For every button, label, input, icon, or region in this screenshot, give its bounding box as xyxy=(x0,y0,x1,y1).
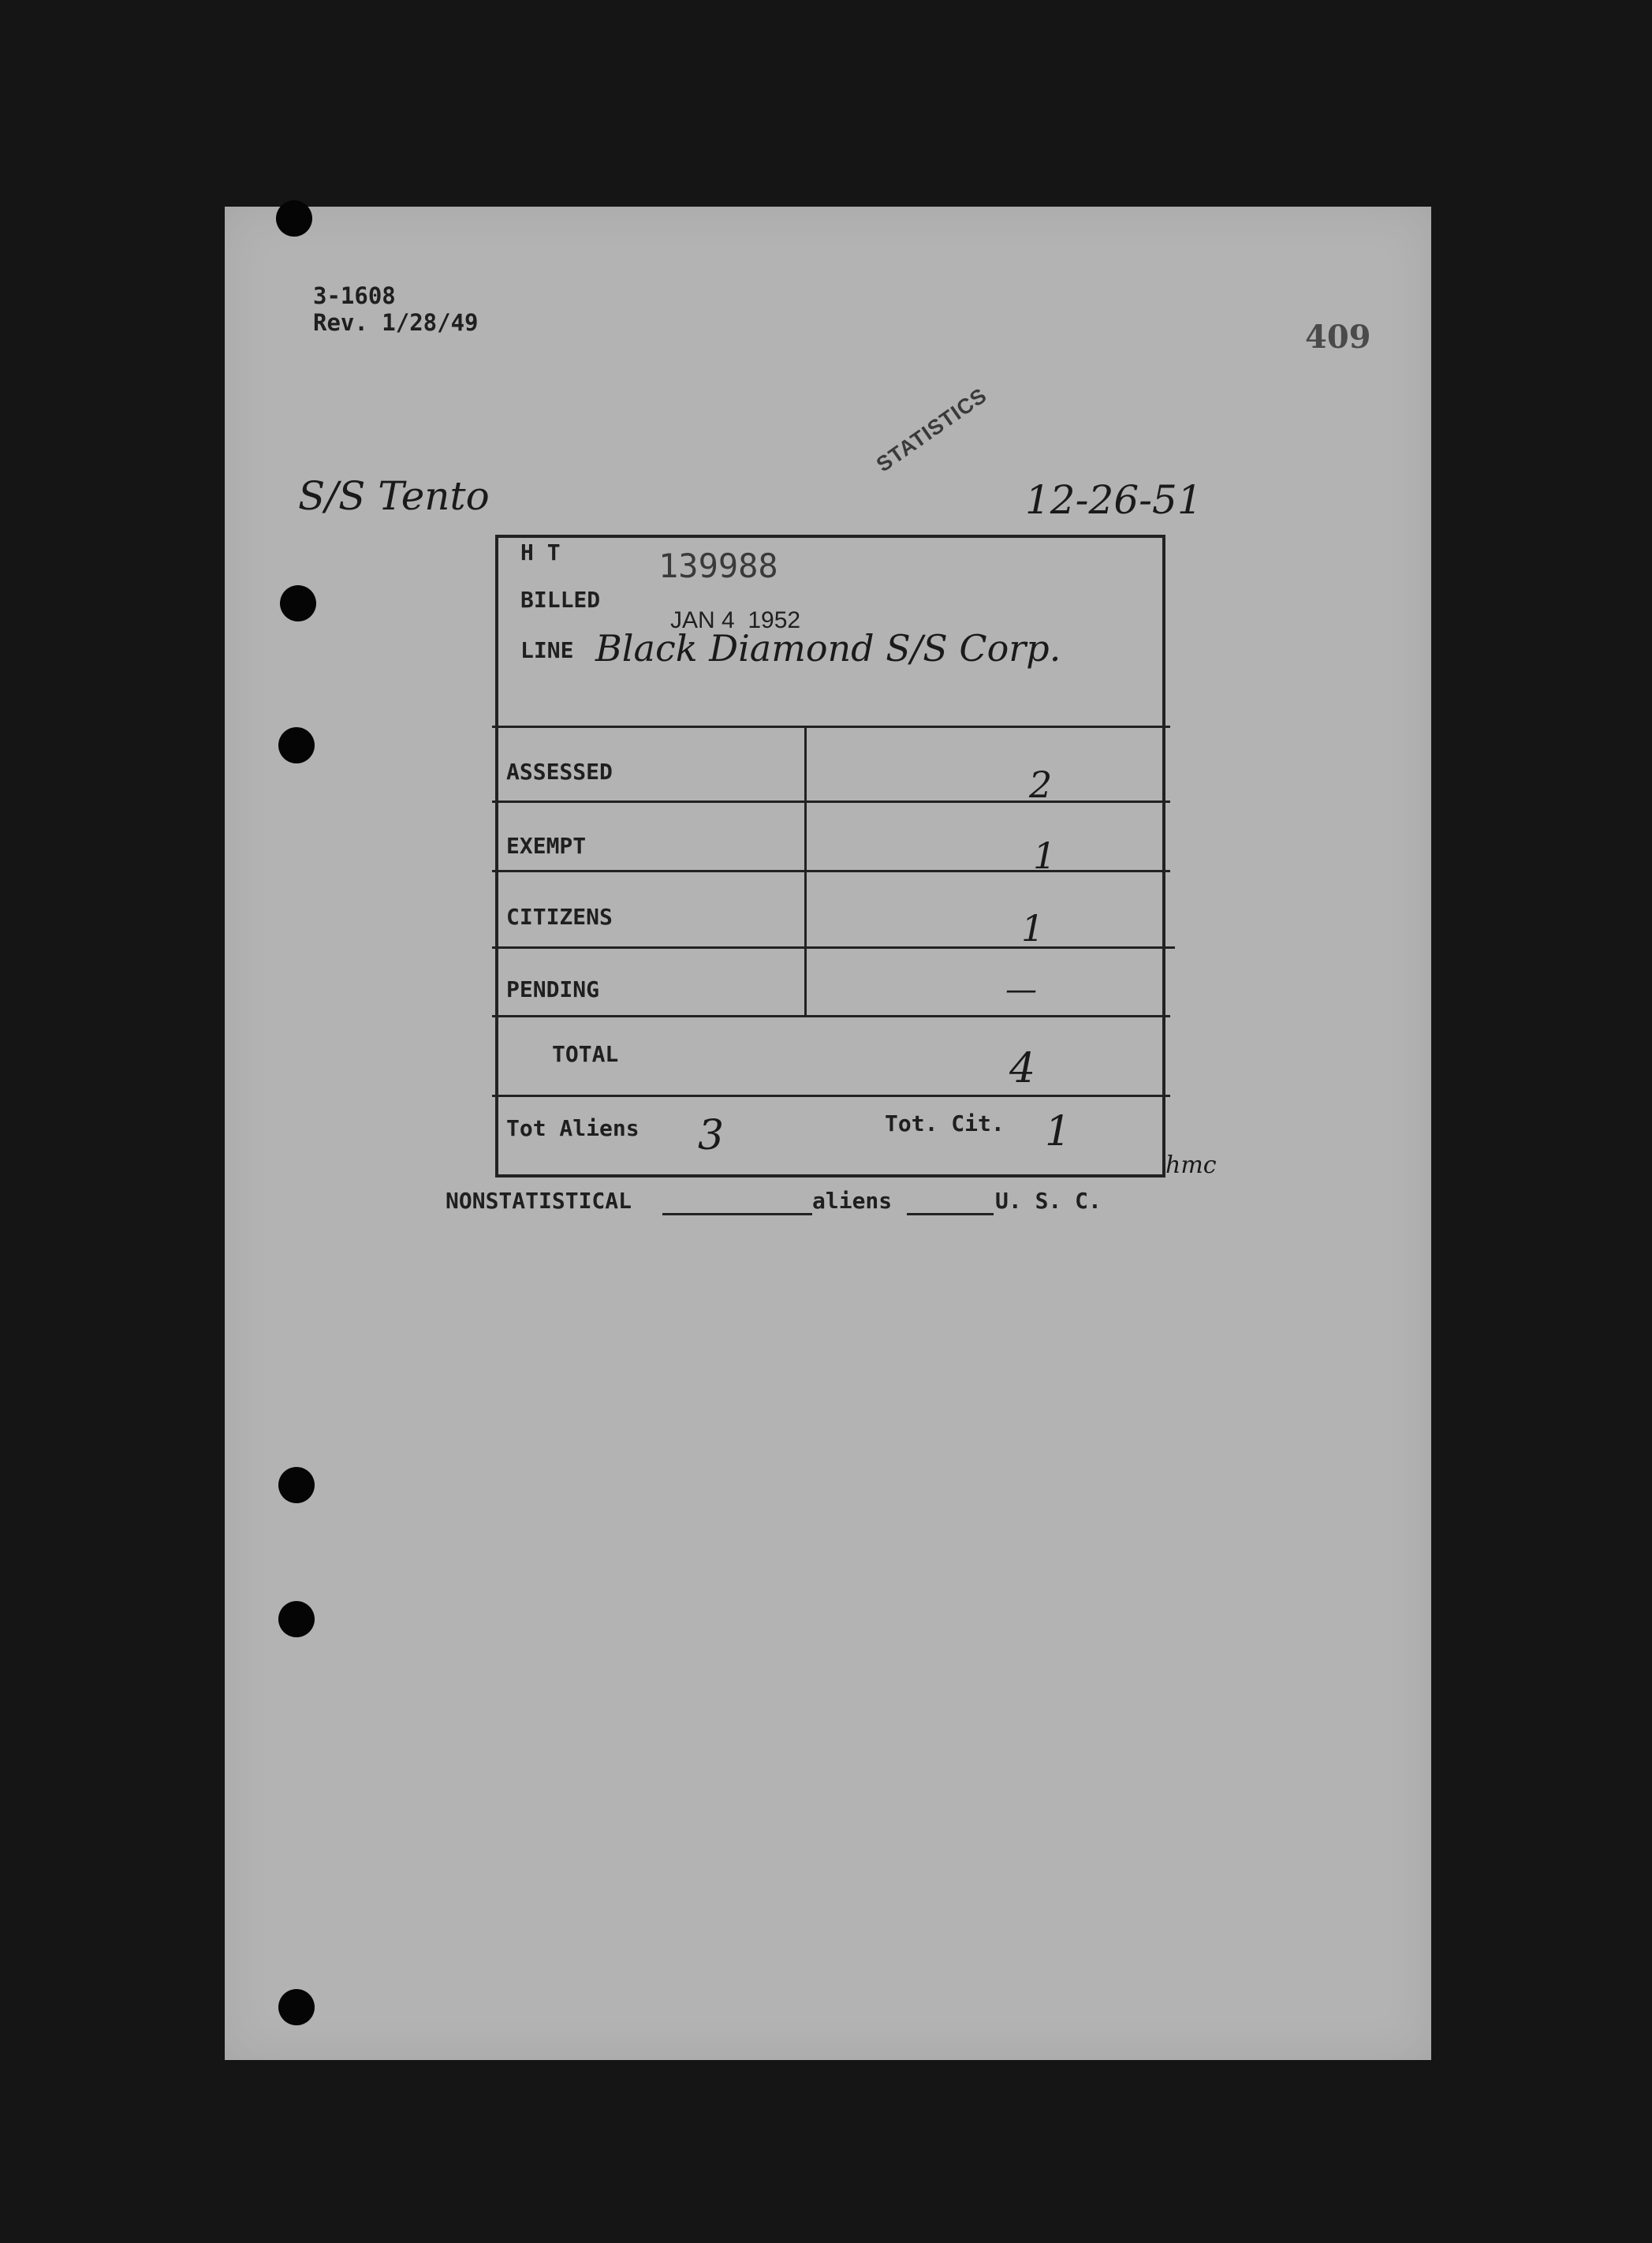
total-value: 4 xyxy=(1009,1045,1036,1092)
divider xyxy=(492,801,1170,803)
form-revision: Rev. 1/28/49 xyxy=(313,309,479,336)
form-number: 3-1608 xyxy=(313,282,396,309)
nonstat-usc-blank xyxy=(907,1213,994,1215)
citizens-value: 1 xyxy=(1021,907,1045,950)
punch-hole xyxy=(278,727,315,763)
clerk-initials: hmc xyxy=(1165,1151,1217,1179)
divider xyxy=(492,1095,1170,1097)
ship-name: S/S Tento xyxy=(298,473,490,519)
billed-date: JAN 4 1952 xyxy=(670,607,801,633)
assessed-value: 2 xyxy=(1029,763,1053,806)
tot-aliens-value: 3 xyxy=(698,1112,725,1159)
line-label: LINE xyxy=(520,637,574,663)
billed-label: BILLED xyxy=(520,587,601,613)
tot-cit-value: 1 xyxy=(1045,1108,1072,1155)
statistics-stamp: STATISTICS xyxy=(871,383,992,477)
usc-label: U. S. C. xyxy=(995,1188,1102,1214)
punch-hole xyxy=(280,585,316,621)
page-number: 409 xyxy=(1305,319,1371,356)
exempt-label: EXEMPT xyxy=(506,833,587,859)
punch-hole xyxy=(276,200,312,237)
pending-label: PENDING xyxy=(506,976,600,1002)
nonstatistical-label: NONSTATISTICAL xyxy=(446,1188,632,1214)
column-divider xyxy=(804,727,807,1017)
divider xyxy=(492,726,1170,728)
tot-cit-label: Tot. Cit. xyxy=(885,1110,1005,1136)
punch-hole xyxy=(278,1989,315,2025)
divider xyxy=(492,870,1170,872)
punch-hole xyxy=(278,1467,315,1503)
divider xyxy=(492,946,1175,949)
aliens-label: aliens xyxy=(812,1188,893,1214)
ht-number: 139988 xyxy=(658,547,778,585)
divider xyxy=(492,1015,1170,1017)
punch-hole xyxy=(278,1601,315,1637)
total-label: TOTAL xyxy=(552,1041,619,1067)
pending-value: — xyxy=(1005,972,1037,1008)
entry-date: 12-26-51 xyxy=(1025,477,1203,523)
ht-label: H T xyxy=(520,539,561,565)
line-value: Black Diamond S/S Corp. xyxy=(595,627,1061,670)
tot-aliens-label: Tot Aliens xyxy=(506,1115,640,1141)
assessed-label: ASSESSED xyxy=(506,759,613,785)
exempt-value: 1 xyxy=(1033,834,1057,877)
nonstat-aliens-blank xyxy=(662,1213,812,1215)
citizens-label: CITIZENS xyxy=(506,904,613,930)
